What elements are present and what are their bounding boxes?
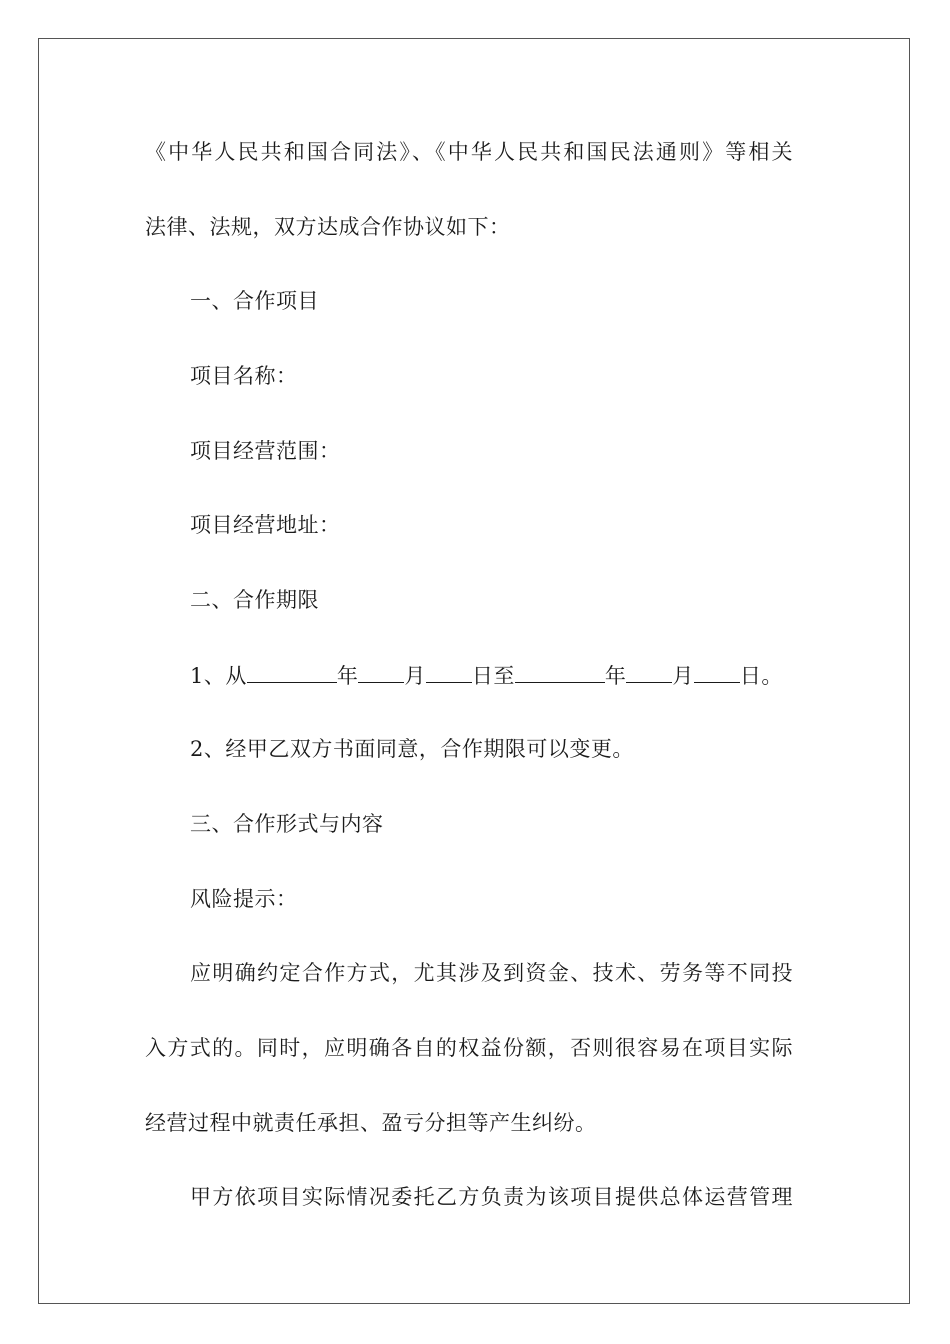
day-blank-1	[426, 660, 472, 683]
project-address-label: 项目经营地址：	[190, 513, 341, 537]
paragraph-line: 《中华人民共和国合同法》、《中华人民共和国民法通则》等相关	[145, 140, 793, 164]
paragraph-line: 入方式的。同时，应明确各自的权益份额，否则很容易在项目实际	[145, 1036, 793, 1060]
section-heading-cooperation-term: 二、合作期限	[190, 588, 319, 612]
year-label-2: 年	[604, 664, 627, 688]
paragraph-line: 经营过程中就责任承担、盈亏分担等产生纠纷。	[145, 1111, 597, 1135]
section-heading-cooperation-form: 三、合作形式与内容	[190, 812, 384, 836]
day-to-label: 日至	[471, 664, 515, 688]
year-blank-2	[515, 660, 605, 683]
month-blank-1	[358, 660, 404, 683]
section-heading-cooperation-project: 一、合作项目	[190, 289, 319, 313]
project-name-label: 项目名称：	[190, 364, 298, 388]
year-blank-1	[247, 660, 337, 683]
term-end: 日。	[739, 664, 783, 688]
year-label-1: 年	[336, 664, 359, 688]
term-change-clause: 2、经甲乙双方书面同意，合作期限可以变更。	[190, 737, 634, 761]
month-label-1: 月	[404, 664, 426, 688]
risk-notice-label: 风险提示：	[190, 887, 298, 911]
paragraph-line: 甲方依项目实际情况委托乙方负责为该项目提供总体运营管理	[190, 1185, 793, 1209]
paragraph-line: 应明确约定合作方式，尤其涉及到资金、技术、劳务等不同投	[190, 961, 793, 985]
month-blank-2	[626, 660, 672, 683]
day-blank-2	[694, 660, 740, 683]
term-date-line	[190, 660, 800, 690]
term-prefix: 1、从	[190, 664, 247, 688]
month-label-2: 月	[672, 664, 694, 688]
paragraph-line: 法律、法规，双方达成合作协议如下：	[145, 215, 511, 239]
project-scope-label: 项目经营范围：	[190, 439, 341, 463]
